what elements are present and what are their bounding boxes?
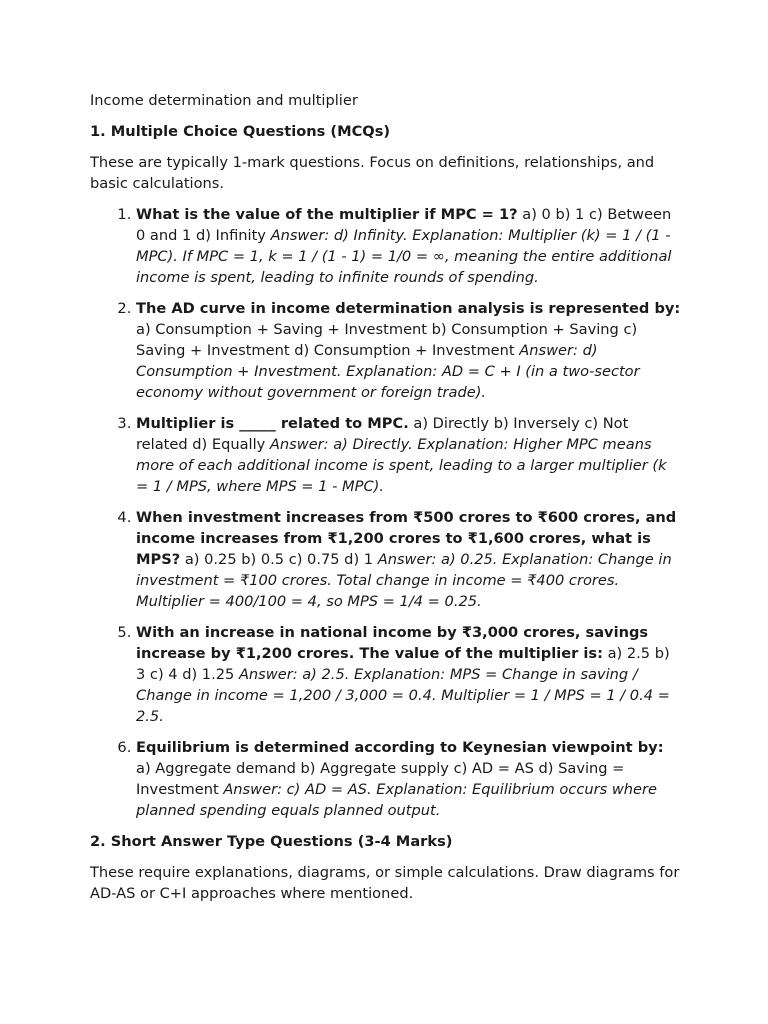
mcq-options: a) Directly b) Inversely c) Not related d) Equally — [136, 415, 629, 453]
section-intro-mcq: These are typically 1-mark questions. Focus on definitions, relationships, and basic calculations. — [90, 154, 655, 192]
mcq-question: With an increase in national income by ₹3,000 crores, savings increase by ₹1,200 crores. The value of the multiplier is: — [136, 624, 649, 662]
mcq-answer: Answer: c) AD = AS. Explanation: Equilibrium occurs where planned spending equals planned output. — [136, 781, 657, 819]
mcq-question: Equilibrium is determined according to Keynesian viewpoint by: — [136, 739, 664, 756]
mcq-item-2 — [136, 298, 682, 403]
mcq-item-5 — [136, 622, 682, 727]
mcq-answer: Answer: a) 2.5. Explanation: MPS = Change in saving / Change in income = 1,200 / 3,000 = 0.4. Multiplier = 1 / MPS = 1 / 0.4 = 2.5. — [136, 666, 670, 725]
section-heading-short-answer: 2. Short Answer Type Questions (3-4 Marks) — [90, 833, 453, 850]
mcq-answer: Answer: d) Consumption + Investment. Explanation: AD = C + I (in a two-sector economy without government or foreign trade). — [136, 342, 640, 401]
mcq-options: a) 2.5 b) 3 c) 4 d) 1.25 — [136, 645, 670, 683]
mcq-options: a) Consumption + Saving + Investment b) Consumption + Saving c) Saving + Investment d) Consumption + Investment — [136, 321, 638, 359]
mcq-answer: Answer: d) Infinity. Explanation: Multiplier (k) = 1 / (1 - MPC). If MPC = 1, k = 1 / (1 - 1) = 1/0 = ∞, meaning the entire additional income is spent, leading to infinite rounds of spending. — [136, 227, 672, 286]
mcq-item-1 — [136, 204, 682, 288]
mcq-options: a) Aggregate demand b) Aggregate supply c) AD = AS d) Saving = Investment — [136, 760, 625, 798]
document-page — [90, 90, 682, 914]
mcq-item-4 — [136, 507, 682, 612]
mcq-answer: Answer: a) Directly. Explanation: Higher MPC means more of each additional income is spent, leading to a larger multiplier (k = 1 / MPS, where MPS = 1 - MPC). — [136, 436, 667, 495]
mcq-item-6 — [136, 737, 682, 821]
mcq-options: a) 0 b) 1 c) Between 0 and 1 d) Infinity — [136, 206, 672, 244]
mcq-question: When investment increases from ₹500 crores to ₹600 crores, and income increases from ₹1,200 crores to ₹1,600 crores, what is MPS? — [136, 509, 677, 568]
document-title: Income determination and multiplier — [90, 92, 358, 109]
section-intro-short-answer: These require explanations, diagrams, or simple calculations. Draw diagrams for AD-AS or C+I approaches where mentioned. — [90, 864, 680, 902]
mcq-question: What is the value of the multiplier if MPC = 1? — [136, 206, 518, 223]
mcq-item-3 — [136, 413, 682, 497]
mcq-options: a) 0.25 b) 0.5 c) 0.75 d) 1 — [184, 551, 374, 568]
section-heading-mcq: 1. Multiple Choice Questions (MCQs) — [90, 123, 391, 140]
mcq-question: Multiplier is _____ related to MPC. — [136, 415, 409, 432]
mcq-question: The AD curve in income determination analysis is represented by: — [136, 300, 681, 317]
mcq-list — [90, 204, 682, 821]
mcq-answer: Answer: a) 0.25. Explanation: Change in investment = ₹100 crores. Total change in income = ₹400 crores. Multiplier = 400/100 = 4, so MPS = 1/4 = 0.25. — [136, 551, 672, 610]
